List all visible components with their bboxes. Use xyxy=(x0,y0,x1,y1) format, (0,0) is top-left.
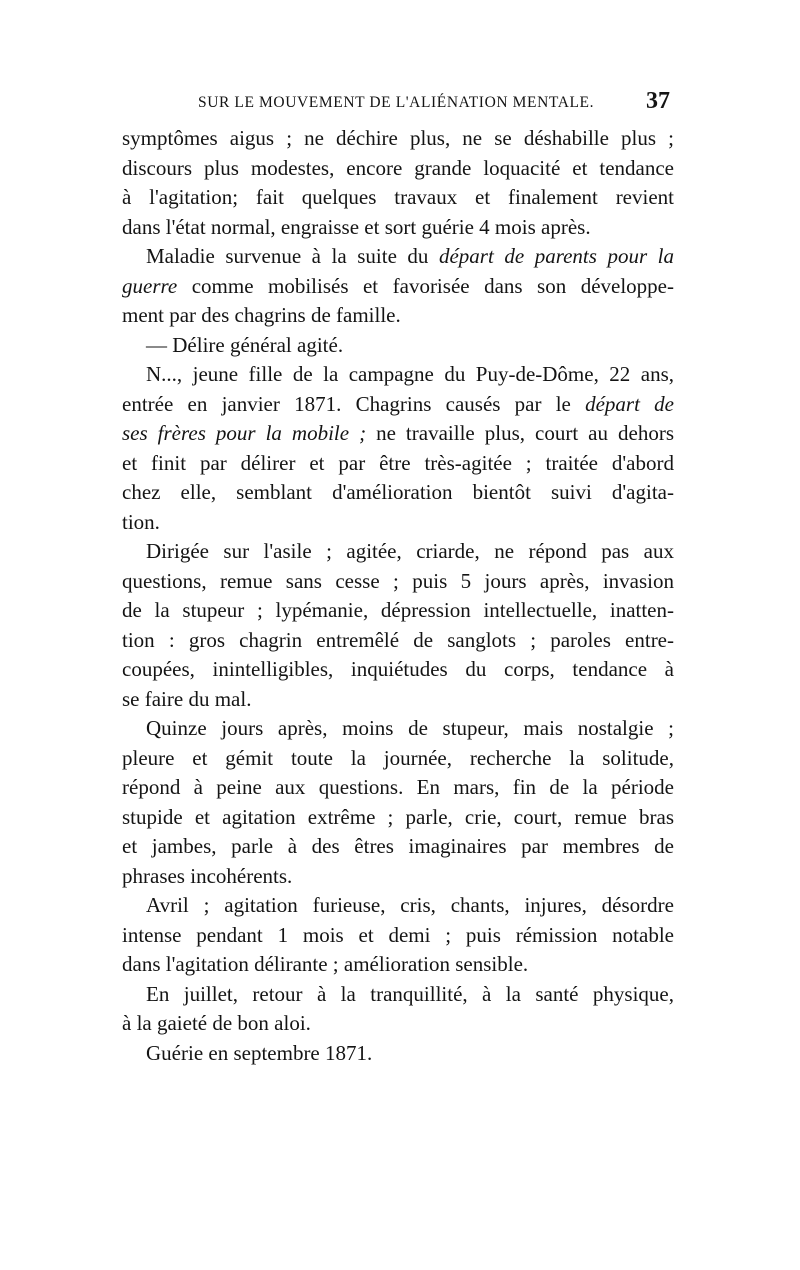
text-line: dans l'agitation délirante ; amélioration sensible. xyxy=(122,952,529,976)
text-line: Avril ; agitation furieuse, cris, chants, injures, désordre xyxy=(146,893,674,917)
text-line xyxy=(122,419,674,449)
italic-run: guerre xyxy=(122,273,178,298)
case-heading: — Délire général agité. xyxy=(146,332,344,357)
text-run: ne travaille plus, court au dehors xyxy=(366,421,674,445)
text-line: répond à peine aux questions. En mars, fin de la période xyxy=(122,775,674,799)
text-line: questions, remue sans cesse ; puis 5 jours après, invasion xyxy=(122,568,674,593)
text-line xyxy=(122,272,674,302)
text-line: Quinze jours après, moins de stupeur, mais nostalgie ; xyxy=(146,716,674,740)
text-line: à l'agitation; fait quelques travaux et finalement revient xyxy=(122,185,674,209)
text-run: entrée en janvier 1871. Chagrins causés par le xyxy=(122,391,586,416)
text-line: discours plus modestes, encore grande loquacité et tendance xyxy=(122,155,674,180)
text-line xyxy=(122,242,674,272)
page-number: 37 xyxy=(646,88,670,114)
body-text xyxy=(122,124,674,1068)
text-line: pleure et gémit toute la journée, recherche la solitude, xyxy=(122,745,674,770)
text-line: et finit par délirer et par être très-agitée ; traitée d'abord xyxy=(122,450,674,475)
text-line: coupées, inintelligibles, inquiétudes du corps, tendance à xyxy=(122,657,674,681)
text-line: tion. xyxy=(122,509,160,534)
text-line: Dirigée sur l'asile ; agitée, criarde, ne répond pas aux xyxy=(146,539,674,563)
text-line: symptômes aigus ; ne déchire plus, ne se déshabille plus ; xyxy=(122,126,674,150)
text-line: stupide et agitation extrême ; parle, crie, court, remue bras xyxy=(122,804,674,829)
text-line: phrases incohérents. xyxy=(122,863,293,888)
text-line: à la gaieté de bon aloi. xyxy=(122,1011,311,1035)
text-line: de la stupeur ; lypémanie, dépression intellectuelle, inatten- xyxy=(122,598,674,622)
text-run: Maladie survenue à la suite du xyxy=(146,244,439,268)
text-line: En juillet, retour à la tranquillité, à la santé physique, xyxy=(146,981,674,1006)
running-title: SUR LE MOUVEMENT DE L'ALIÉNATION MENTALE. xyxy=(198,94,595,111)
text-run: comme mobilisés et favorisée dans son développe- xyxy=(177,273,674,298)
text-line: chez elle, semblant d'amélioration bientôt suivi d'agita- xyxy=(122,480,674,504)
italic-run: ses frères pour la mobile ; xyxy=(122,421,367,445)
text-line xyxy=(122,390,674,420)
text-line: dans l'état normal, engraisse et sort guérie 4 mois après. xyxy=(122,214,591,239)
text-line: ment par des chagrins de famille. xyxy=(122,303,401,327)
text-line: se faire du mal. xyxy=(122,686,252,711)
text-line: et jambes, parle à des êtres imaginaires par membres de xyxy=(122,834,674,858)
text-line: N..., jeune fille de la campagne du Puy-de-Dôme, 22 ans, xyxy=(146,362,674,386)
italic-run: départ de parents pour la xyxy=(438,244,674,268)
text-line: tion : gros chagrin entremêlé de sanglots ; paroles entre- xyxy=(122,627,674,652)
text-line: intense pendant 1 mois et demi ; puis rémission notable xyxy=(122,922,674,947)
text-line: Guérie en septembre 1871. xyxy=(146,1040,373,1065)
italic-run: départ de xyxy=(585,391,674,416)
running-head xyxy=(198,90,670,120)
